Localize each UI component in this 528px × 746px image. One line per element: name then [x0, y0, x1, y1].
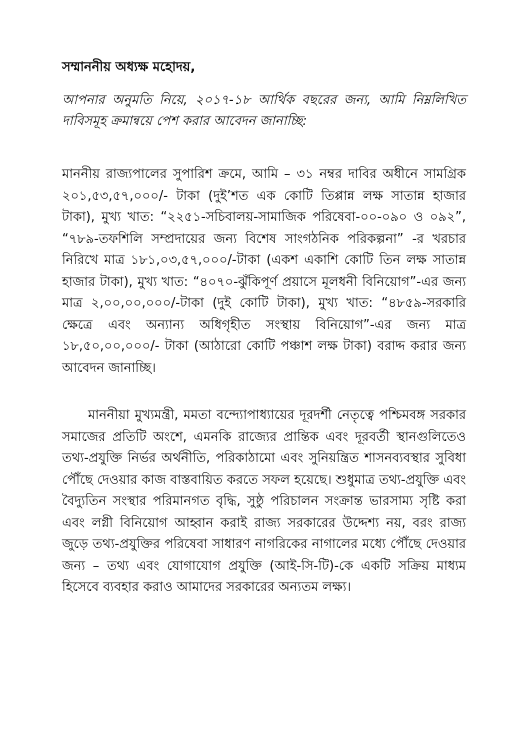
intro-paragraph: আপনার অনুমতি নিয়ে, ২০১৭-১৮ আর্থিক বছরের জন্য, আমি নিম্নলিখিত দাবিসমূহ ক্রমান্বয়ে পেশ করার আবেদন জানাচ্ছি:	[62, 93, 466, 129]
document-page	[62, 58, 466, 599]
policy-paragraph: মাননীয়া মুখ্যমন্ত্রী, মমতা বন্দ্যোপাধ্যায়ের দূরদর্শী নেতৃত্বে পশ্চিমবঙ্গ সরকার সমাজের প্রতিটি অংশে, এমনকি রাজ্যের প্রান্তিক এবং দূরবর্তী স্থানগুলিতেও তথ্য-প্রযুক্তি নির্ভর অর্থনীতি, পরিকাঠামো এবং সুনিয়ন্ত্রিত শাসনব্যবস্থার সুবিধা পৌঁছে দেওয়ার কাজ বাস্তবায়িত করতে সফল হয়েছে। শুধুমাত্র তথ্য-প্রযুক্তি এবং বৈদ্যুতিন সংস্থার পরিমানগত বৃদ্ধি, সুষ্ঠু পরিচালন সংক্রান্ত ভারসাম্য সৃষ্টি করা এবং লগ্নী বিনিয়োগ আহ্বান করাই রাজ্য সরকারের উদ্দেশ্য নয়, বরং রাজ্য জুড়ে তথ্য-প্রযুক্তির পরিষেবা সাধারণ নাগরিকের নাগালের মধ্যে পৌঁছে দেওয়ার জন্য – তথ্য এবং যোগাযোগ প্রযুক্তি (আই-সি-টি)-কে একটি সক্রিয় মাধ্যম হিসেবে ব্যবহার করাও আমাদের সরকারের অন্যতম লক্ষ্য।	[62, 408, 466, 595]
demand-paragraph: মাননীয় রাজ্যপালের সুপারিশ ক্রমে, আমি – ৩১ নম্বর দাবির অধীনে সামগ্রিক ২০১,৫৩,৫৭,০০০/- টাকা (দুই’শত এক কোটি তিপ্পান্ন লক্ষ সাতান্ন হাজার টাকা), মুখ্য খাত: “২২৫১-সচিবালয়-সামাজিক পরিষেবা-০০-০৯০ ও ০৯২”, “৭৮৯-তফশিলি সম্প্রদায়ের জন্য বিশেষ সাংগঠনিক পরিকল্পনা” -র খরচার নিরিখে মাত্র ১৮১,০৩,৫৭,০০০/-টাকা (একশ একাশি কোটি তিন লক্ষ সাতান্ন হাজার টাকা), মুখ্য খাত: “৪০৭০-ঝুঁকিপূর্ণ প্রয়াসে মূলধনী বিনিয়োগ”-এর জন্য মাত্র ২,০০,০০,০০০/-টাকা (দুই কোটি টাকা), মুখ্য খাত: “৪৮৫৯-সরকারি ক্ষেত্রে এবং অন্যান্য অধিগৃহীত সংস্থায় বিনিয়োগ”-এর জন্য মাত্র ১৮,৫০,০০,০০০/- টাকা (আঠারো কোটি পঞ্চাশ লক্ষ টাকা) বরাদ্দ করার জন্য আবেদন জানাচ্ছি।	[62, 167, 466, 376]
salutation-heading: সম্মাননীয় অধ্যক্ষ মহোদয়,	[62, 60, 196, 75]
